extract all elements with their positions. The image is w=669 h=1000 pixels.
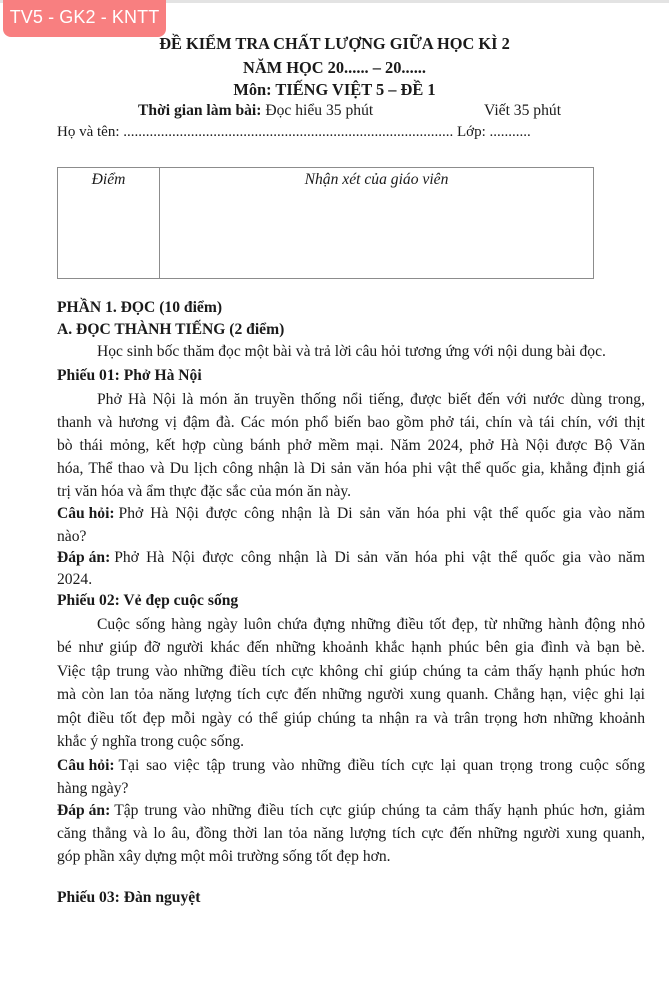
paragraph-line: Cuộc sống hàng ngày luôn chứa đựng những điều tốt đẹp, từ những hành động nhỏ [97, 616, 645, 633]
question-label: Câu hỏi: [57, 505, 115, 522]
section-a-heading: A. ĐỌC THÀNH TIẾNG (2 điểm) [57, 321, 285, 338]
question-line: nào? [57, 528, 87, 545]
time-label: Thời gian làm bài: [138, 102, 262, 119]
answer-label: Đáp án: [57, 549, 111, 566]
answer-line: góp phần xây dựng một môi trường sống tốt đẹp hơn. [57, 848, 391, 865]
answer-line: 2024. [57, 571, 93, 588]
comment-header: Nhận xét của giáo viên [304, 171, 449, 188]
document-code-badge: TV5 - GK2 - KNTT [3, 0, 166, 37]
paragraph-line: hóa, Thể thao và Du lịch công nhận là Di sản văn hóa phi vật thể quốc gia, khẳng định giá [57, 460, 645, 477]
paragraph-line: thanh và hương vị đậm đà. Các món phổ biến bao gồm phở tái, chín và tái chín, với thịt [57, 414, 645, 431]
grade-table [57, 167, 594, 279]
time-line [138, 101, 373, 121]
question-label: Câu hỏi: [57, 757, 115, 774]
answer-line: căng thẳng và lo âu, đồng thời lan tỏa năng lượng tích cực đến những người xung quanh, [57, 825, 645, 842]
answer-line [57, 548, 645, 568]
time-writing: Viết 35 phút [484, 102, 562, 119]
school-year: NĂM HỌC 20...... – 20...... [242, 58, 427, 77]
question-line [57, 504, 645, 524]
exam-title: ĐỀ KIỂM TRA CHẤT LƯỢNG GIỮA HỌC KÌ 2 [159, 34, 510, 53]
card-title: Phiếu 02: Vẻ đẹp cuộc sống [57, 592, 239, 609]
paragraph-line: bé như giúp đỡ người khác đến những khoảnh khắc hạnh phúc bên gia đình và bạn bè. [57, 639, 645, 656]
paragraph-line: trị văn hóa và ẩm thực đặc sắc của món ăn này. [57, 483, 352, 500]
paragraph-line: Việc tập trung vào những điều tích cực không chỉ giúp chúng ta cảm thấy hạnh phúc hơn [57, 663, 645, 680]
student-name-field: Họ và tên: ........................................................................................ Lớp: ........... [57, 124, 531, 140]
answer-label: Đáp án: [57, 802, 111, 819]
question-text: Tại sao việc tập trung vào những điều tích cực lại quan trọng trong cuộc sống [118, 757, 645, 774]
score-header: Điểm [91, 171, 126, 188]
subject-line: Môn: TIẾNG VIỆT 5 – ĐỀ 1 [233, 80, 436, 99]
card-title: Phiếu 01: Phở Hà Nội [57, 367, 202, 384]
paragraph-line: khắc ý nghĩa trong cuộc sống. [57, 733, 245, 750]
paragraph-line: một điều tốt đẹp mỗi ngày có thể giúp chúng ta nhận ra và trân trọng hơn những khoảnh [57, 710, 645, 727]
paragraph-line: Phở Hà Nội là món ăn truyền thống nổi tiếng, được biết đến với nước dùng trong, [97, 391, 645, 408]
instruction-text: Học sinh bốc thăm đọc một bài và trả lời câu hỏi tương ứng với nội dung bài đọc. [97, 343, 606, 360]
comment-cell [160, 168, 594, 279]
paragraph-line: bò thái mỏng, kết hợp cùng bánh phở mềm mại. Năm 2024, phở Hà Nội được Bộ Văn [57, 437, 645, 454]
answer-line [57, 801, 645, 821]
part1-heading: PHẦN 1. ĐỌC (10 điểm) [57, 299, 223, 316]
answer-text: Phở Hà Nội được công nhận là Di sản văn hóa phi vật thể quốc gia vào năm [114, 549, 645, 566]
answer-text: Tập trung vào những điều tích cực giúp chúng ta cảm thấy hạnh phúc hơn, giảm [114, 802, 645, 819]
paragraph-line: mà còn lan tỏa năng lượng tích cực đến những người xung quanh. Chẳng hạn, việc ghi lại [57, 686, 645, 703]
question-line: hàng ngày? [57, 780, 129, 797]
question-text: Phở Hà Nội được công nhận là Di sản văn hóa phi vật thể quốc gia vào năm [118, 505, 645, 522]
score-cell [58, 168, 160, 279]
question-line [57, 756, 645, 776]
card-title: Phiếu 03: Đàn nguyệt [57, 889, 201, 906]
time-reading: Đọc hiểu 35 phút [265, 102, 374, 119]
